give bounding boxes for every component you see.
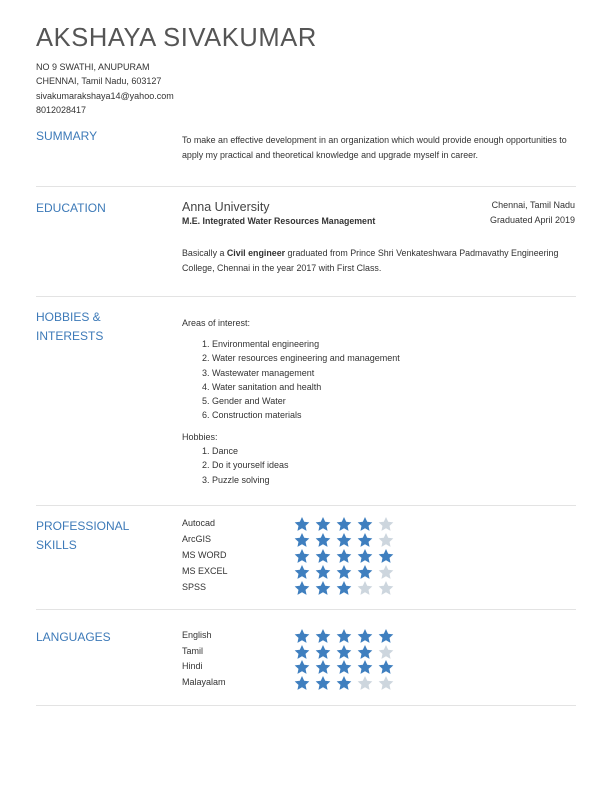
star-icon <box>377 516 395 532</box>
list-item: 3. Wastewater management <box>212 366 400 380</box>
star-icon <box>356 564 374 580</box>
star-icon <box>377 564 395 580</box>
school-name: Anna University <box>182 200 270 214</box>
star-icon <box>356 675 374 691</box>
star-icon <box>377 675 395 691</box>
phone: 8012028417 <box>36 104 87 115</box>
divider <box>36 296 576 297</box>
star-icon <box>377 580 395 596</box>
languages-heading: LANGUAGES <box>36 630 111 644</box>
summary-text: To make an effective development in an organization which would provide enough opportunities to apply my practical and theoretical knowledge and upgrade myself in career. <box>182 135 567 160</box>
star-icon <box>356 532 374 548</box>
star-icon <box>335 548 353 564</box>
list-item: 2. Water resources engineering and management <box>212 351 400 365</box>
star-icon <box>293 659 311 675</box>
list-item: 5. Gender and Water <box>212 394 400 408</box>
star-icon <box>293 628 311 644</box>
list-item: 1. Dance <box>212 444 289 458</box>
skill-rating <box>293 516 395 532</box>
star-icon <box>335 628 353 644</box>
star-icon <box>377 628 395 644</box>
star-icon <box>314 548 332 564</box>
star-icon <box>314 659 332 675</box>
skill-rating <box>293 548 395 564</box>
star-icon <box>356 644 374 660</box>
divider <box>36 505 576 506</box>
star-icon <box>356 659 374 675</box>
skill-rating <box>293 580 395 596</box>
education-desc-bold: Civil engineer <box>226 248 286 258</box>
star-icon <box>314 675 332 691</box>
star-icon <box>293 564 311 580</box>
star-icon <box>293 580 311 596</box>
education-desc-prefix: Basically a <box>182 248 227 258</box>
divider <box>36 186 576 187</box>
star-icon <box>293 675 311 691</box>
skill-rating <box>293 532 395 548</box>
language-rating <box>293 644 395 660</box>
education-meta <box>490 198 575 228</box>
education-desc-suffix: graduated from Prince Shri Venkateshwara Padmavathy Engineering College, Chennai in the year 2017 with First Class. <box>182 248 559 273</box>
star-icon <box>377 532 395 548</box>
candidate-name: AKSHAYA SIVAKUMAR <box>36 24 317 52</box>
list-item: 1. Environmental engineering <box>212 337 400 351</box>
language-rating <box>293 675 395 691</box>
graduation-date: Graduated April 2019 <box>489 215 575 225</box>
star-icon <box>335 532 353 548</box>
interests-label: Areas of interest: <box>182 318 251 328</box>
email: sivakumarakshaya14@yahoo.com <box>36 90 174 101</box>
language-name: Malayalam <box>182 677 226 687</box>
star-icon <box>314 628 332 644</box>
skill-rating <box>293 564 395 580</box>
star-icon <box>335 564 353 580</box>
hobbies-heading: HOBBIES & INTERESTS <box>36 310 104 343</box>
list-item: 2. Do it yourself ideas <box>212 458 289 472</box>
star-icon <box>314 532 332 548</box>
education-description <box>182 246 574 275</box>
contact-block <box>36 60 174 117</box>
star-icon <box>293 532 311 548</box>
star-icon <box>356 580 374 596</box>
list-item: 3. Puzzle solving <box>212 473 289 487</box>
star-icon <box>335 644 353 660</box>
skill-name: MS EXCEL <box>182 566 228 576</box>
star-icon <box>314 644 332 660</box>
summary-heading: SUMMARY <box>36 129 98 143</box>
skill-name: SPSS <box>182 582 207 592</box>
hobbies-label: Hobbies: <box>182 432 218 442</box>
hobbies-list <box>182 444 289 487</box>
star-icon <box>377 644 395 660</box>
divider <box>36 609 576 610</box>
star-icon <box>356 516 374 532</box>
interests-list <box>182 337 400 423</box>
star-icon <box>356 628 374 644</box>
divider <box>36 705 576 706</box>
language-rating <box>293 628 395 644</box>
star-icon <box>335 516 353 532</box>
skill-name: MS WORD <box>182 550 227 560</box>
star-icon <box>314 516 332 532</box>
star-icon <box>356 548 374 564</box>
list-item: 4. Water sanitation and health <box>212 380 400 394</box>
star-icon <box>335 675 353 691</box>
education-heading: EDUCATION <box>36 201 106 215</box>
language-name: Tamil <box>182 646 204 656</box>
address-line-1: NO 9 SWATHI, ANUPURAM <box>36 62 150 72</box>
list-item: 6. Construction materials <box>212 408 400 422</box>
language-name: English <box>182 630 212 640</box>
star-icon <box>335 580 353 596</box>
skill-name: Autocad <box>182 518 216 528</box>
education-location: Chennai, Tamil Nadu <box>491 200 575 210</box>
address-line-2: CHENNAI, Tamil Nadu, 603127 <box>36 76 162 87</box>
star-icon <box>377 659 395 675</box>
language-name: Hindi <box>182 661 203 671</box>
star-icon <box>293 548 311 564</box>
skill-name: ArcGIS <box>182 534 212 544</box>
star-icon <box>293 644 311 660</box>
skills-heading: PROFESSIONAL SKILLS <box>36 519 129 552</box>
language-rating <box>293 659 395 675</box>
star-icon <box>293 516 311 532</box>
star-icon <box>335 659 353 675</box>
degree: M.E. Integrated Water Resources Management <box>182 216 376 226</box>
star-icon <box>314 564 332 580</box>
star-icon <box>314 580 332 596</box>
star-icon <box>377 548 395 564</box>
